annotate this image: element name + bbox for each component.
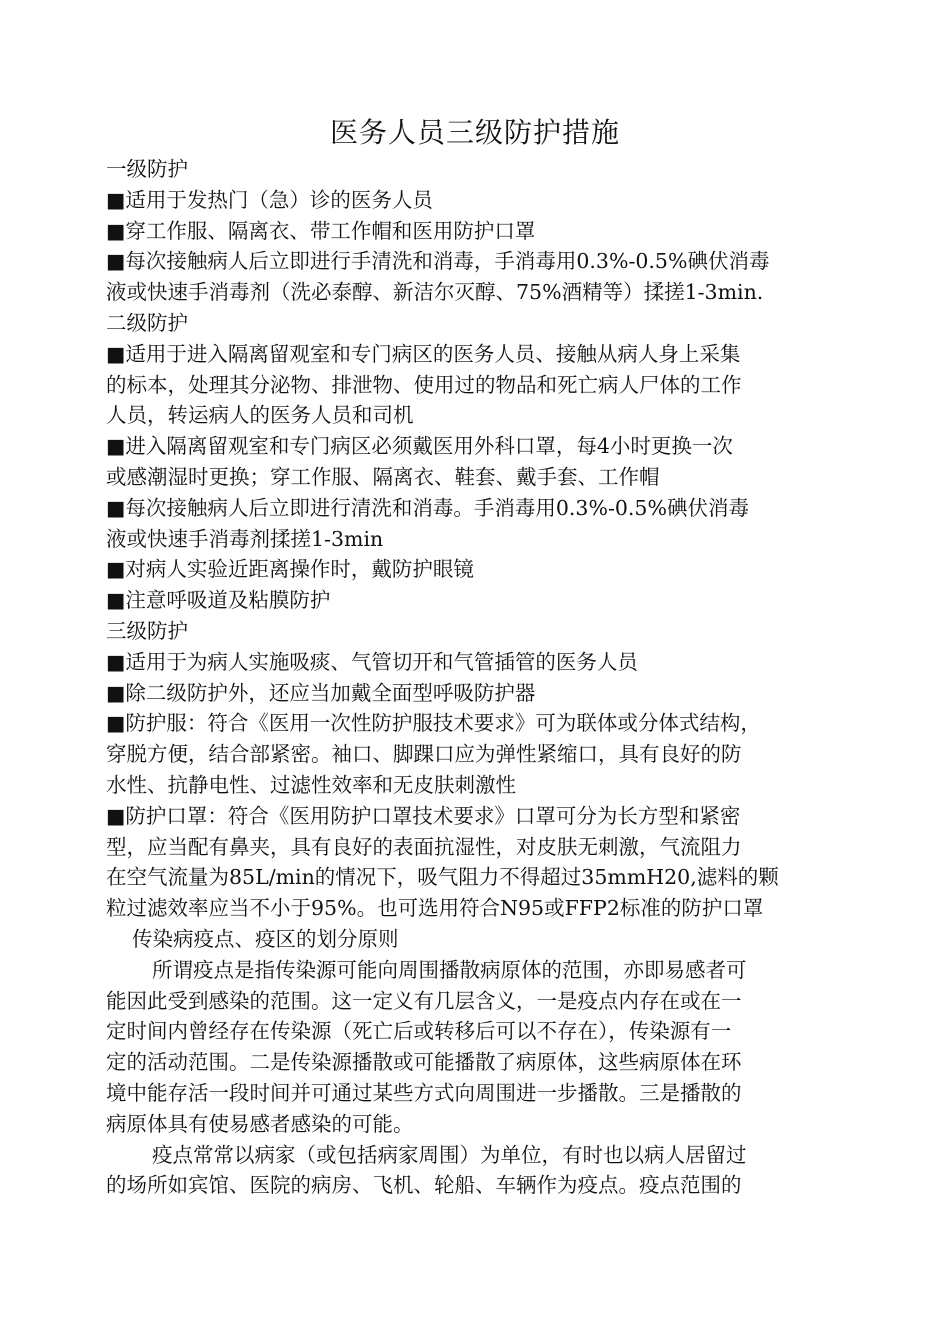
paragraph-line: 能因此受到感染的范围。这一定义有几层含义，一是疫点内存在或在一	[106, 988, 742, 1013]
bullet-line: ■除二级防护外，还应当加戴全面型呼吸防护器	[106, 680, 536, 705]
bullet-line: ■适用于进入隔离留观室和专门病区的医务人员、接触从病人身上采集	[106, 341, 741, 366]
section-heading: 三级防护	[106, 618, 188, 643]
text-line: 穿脱方便，结合部紧密。袖口、脚踝口应为弹性紧缩口，具有良好的防	[106, 742, 742, 767]
paragraph-line: 定的活动范围。二是传染源播散或可能播散了病原体，这些病原体在环	[106, 1050, 742, 1075]
text-line: 型，应当配有鼻夹，具有良好的表面抗湿性，对皮肤无刺激，气流阻力	[106, 834, 742, 859]
bullet-line: ■防护口罩：符合《医用防护口罩技术要求》口罩可分为长方型和紧密	[106, 803, 741, 828]
paragraph-line: 病原体具有使易感者感染的可能。	[106, 1111, 414, 1136]
subheading: 传染病疫点、疫区的划分原则	[132, 926, 399, 951]
bullet-line: ■进入隔离留观室和专门病区必须戴医用外科口罩，每4小时更换一次	[106, 434, 733, 459]
section-heading: 一级防护	[106, 157, 188, 181]
paragraph-line: 疫点常常以病家（或包括病家周围）为单位，有时也以病人居留过	[152, 1142, 747, 1167]
bullet-line: ■适用于为病人实施吸痰、气管切开和气管插管的医务人员	[106, 649, 638, 674]
bullet-line: ■每次接触病人后立即进行手清洗和消毒，手消毒用0.3%-0.5%碘伏消毒	[106, 249, 770, 274]
text-line: 人员，转运病人的医务人员和司机	[106, 403, 414, 428]
text-line: 的标本，处理其分泌物、排泄物、使用过的物品和死亡病人尸体的工作	[106, 372, 742, 397]
text-line: 在空气流量为85L/min的情况下，吸气阻力不得超过35mmH20,滤料的颗	[106, 865, 779, 890]
document-title: 医务人员三级防护措施	[329, 116, 620, 149]
bullet-line: ■防护服：符合《医用一次性防护服技术要求》可为联体或分体式结构，	[106, 711, 761, 736]
text-line: 粒过滤效率应当不小于95%。也可选用符合N95或FFP2标准的防护口罩	[106, 896, 764, 921]
paragraph-line: 定时间内曾经存在传染源（死亡后或转移后可以不存在），传染源有一	[106, 1019, 732, 1044]
paragraph-line: 境中能存活一段时间并可通过某些方式向周围进一步播散。三是播散的	[106, 1080, 742, 1105]
text-line: 液或快速手消毒剂揉搓1-3min	[106, 526, 384, 551]
paragraph-line: 所谓疫点是指传染源可能向周围播散病原体的范围，亦即易感者可	[152, 957, 747, 982]
text-line: 水性、抗静电性、过滤性效率和无皮肤刺激性	[106, 772, 516, 797]
section-heading: 二级防护	[106, 310, 188, 335]
bullet-line: ■对病人实验近距离操作时，戴防护眼镜	[106, 557, 474, 582]
bullet-line: ■注意呼吸道及粘膜防护	[106, 588, 331, 613]
paragraph-line: 的场所如宾馆、医院的病房、飞机、轮船、车辆作为疫点。疫点范围的	[106, 1173, 742, 1198]
bullet-line: ■适用于发热门（急）诊的医务人员	[106, 187, 433, 212]
text-line: 液或快速手消毒剂（洗必泰醇、新洁尔灭醇、75%酒精等）揉搓1-3min.	[106, 280, 764, 305]
document-body	[106, 154, 846, 1201]
bullet-line: ■每次接触病人后立即进行清洗和消毒。手消毒用0.3%-0.5%碘伏消毒	[106, 495, 749, 520]
text-line: 或感潮湿时更换；穿工作服、隔离衣、鞋套、戴手套、工作帽	[106, 464, 660, 489]
bullet-line: ■穿工作服、隔离衣、带工作帽和医用防护口罩	[106, 218, 536, 243]
